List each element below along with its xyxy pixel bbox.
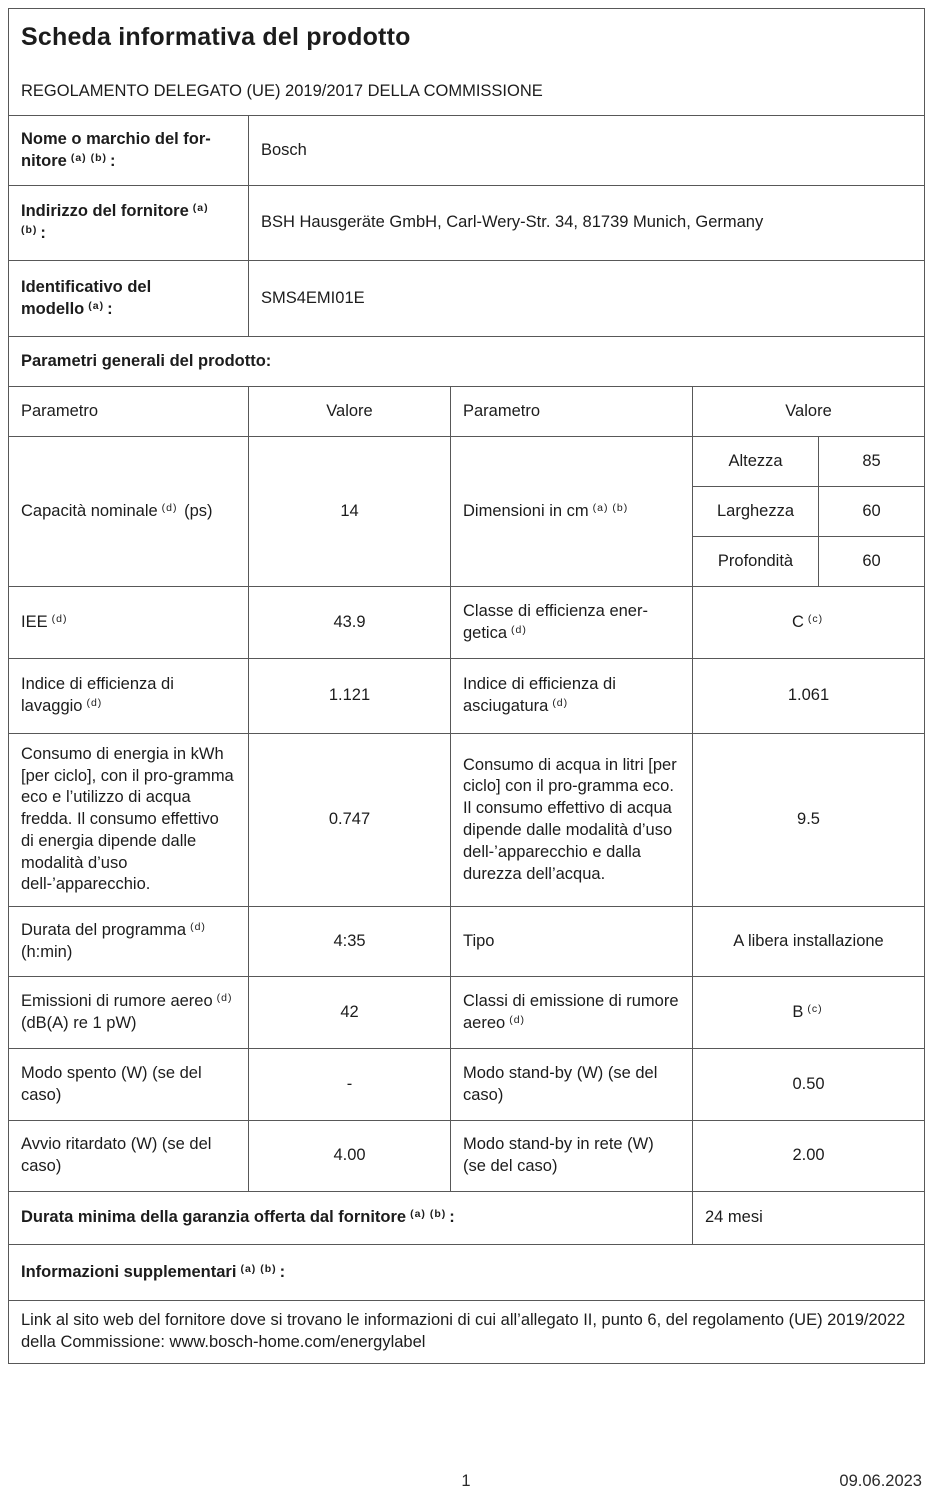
warranty-row <box>9 1192 925 1245</box>
label-colon: : <box>40 224 46 242</box>
footnote-marker: (a) <box>88 299 105 312</box>
dimension-depth-label-cell <box>693 537 819 587</box>
off-mode-label-cell <box>9 1049 249 1121</box>
supplier-address-label: Indirizzo del fornitore <box>21 202 189 221</box>
header-param-left-cell <box>9 387 249 437</box>
off-mode-value: - <box>346 1074 353 1093</box>
consumption-row <box>9 734 925 907</box>
washing-index-label-cell <box>9 659 249 734</box>
delayed-start-label-cell <box>9 1121 249 1192</box>
page-number: 1 <box>461 1472 471 1490</box>
noise-label-after: (dB(A) re 1 pW) <box>21 1013 137 1032</box>
capacity-value-cell <box>249 437 451 587</box>
label-colon: : <box>279 1262 286 1281</box>
dimensions-label-cell <box>451 437 693 587</box>
dimension-height-label-cell <box>693 437 819 487</box>
dimensions-label: Dimensioni in cm <box>463 501 589 520</box>
type-value: A libera installazione <box>733 931 884 950</box>
footnote-marker: (a) (b) <box>410 1208 447 1221</box>
footnote-marker: (d) <box>216 991 233 1004</box>
duration-value: 4:35 <box>333 931 366 950</box>
title-row <box>9 9 925 116</box>
footer-date: 09.06.2023 <box>839 1472 922 1490</box>
dimension-height-value-cell <box>819 437 925 487</box>
duration-label: Durata del programma <box>21 920 187 939</box>
supplier-address-value: BSH Hausgeräte GmbH, Carl-Wery-Str. 34, 81739 Munich, Germany <box>261 213 764 232</box>
off-mode-label: Modo spento (W) (se del caso) <box>21 1063 202 1104</box>
capacity-dimensions-row <box>9 437 925 487</box>
product-info-table <box>8 8 925 1364</box>
model-id-row <box>9 261 925 337</box>
noise-value-cell <box>249 977 451 1049</box>
label-colon: : <box>449 1208 455 1227</box>
footnote-marker: (a) (b) <box>21 202 209 236</box>
regulation-subtitle: REGOLAMENTO DELEGATO (UE) 2019/2017 DELLA COMMISSIONE <box>21 82 543 101</box>
footnote-marker: (d) <box>552 697 569 709</box>
dimension-depth-value-cell <box>819 537 925 587</box>
duration-label-after: (h:min) <box>21 942 73 961</box>
footnote-marker: (a) (b) <box>592 501 629 514</box>
washing-index-label: Indice di efficienza di lavaggio <box>21 675 174 715</box>
off-standby-row <box>9 1049 925 1121</box>
footnote-marker: (d) <box>86 697 103 709</box>
type-value-cell <box>693 907 925 977</box>
supplier-address-label-cell <box>9 186 249 261</box>
delayed-start-value-cell <box>249 1121 451 1192</box>
standby-value: 0.50 <box>792 1074 825 1093</box>
energy-consumption-label-cell <box>9 734 249 907</box>
dimension-height-value: 85 <box>862 451 881 470</box>
footnote-marker: (c) <box>807 612 824 625</box>
iee-label: IEE <box>21 612 48 631</box>
drying-index-value-cell <box>693 659 925 734</box>
efficiency-index-row <box>9 659 925 734</box>
water-consumption-label: Consumo di acqua in litri [per ciclo] con il pro-gramma eco. Il consumo effettivo di acqua dipende dalle modalità d’uso dell-’apparecchio e dalla durezza dell’acqua. <box>463 755 677 883</box>
noise-class-label: Classi di emissione di rumore aereo <box>463 991 679 1032</box>
title-cell <box>9 9 925 116</box>
type-label: Tipo <box>463 931 495 950</box>
dimension-width-label: Larghezza <box>716 501 795 520</box>
section-title-row <box>9 337 925 387</box>
iee-value-cell <box>249 587 451 659</box>
footnote-marker: (d) <box>511 623 527 636</box>
header-param-left: Parametro <box>21 401 99 420</box>
link-note-cell <box>9 1301 925 1364</box>
table-header-row <box>9 387 925 437</box>
page-footer <box>8 1472 924 1496</box>
delayed-start-value: 4.00 <box>333 1146 366 1165</box>
header-value-right: Valore <box>785 401 832 420</box>
footnote-marker: (d) <box>190 920 206 933</box>
capacity-value: 14 <box>340 501 359 520</box>
label-colon: : <box>110 151 116 170</box>
noise-row <box>9 977 925 1049</box>
drying-index-label: Indice di efficienza di asciugatura <box>463 675 616 715</box>
supplier-name-row <box>9 116 925 186</box>
off-mode-value-cell <box>249 1049 451 1121</box>
link-note-text: Link al sito web del fornitore dove si trovano le informazioni di cui all’allegato II, punto 6, del regolamento (UE) 2019/2022 della Commissione: www.bosch-home.com/energylabel <box>21 1311 906 1351</box>
warranty-label: Durata minima della garanzia offerta dal fornitore <box>21 1208 407 1227</box>
water-consumption-value: 9.5 <box>797 810 820 829</box>
capacity-label: Capacità nominale <box>21 501 158 520</box>
model-id-value-cell <box>249 261 925 337</box>
supplementary-label: Informazioni supplementari <box>21 1262 237 1281</box>
footnote-marker: (c) <box>807 1002 823 1015</box>
capacity-label-cell <box>9 437 249 587</box>
footnote-marker: (d) <box>51 612 68 625</box>
duration-type-row <box>9 907 925 977</box>
drying-index-value: 1.061 <box>787 686 830 705</box>
washing-index-value: 1.121 <box>328 686 371 705</box>
header-param-right: Parametro <box>463 401 541 420</box>
iee-energy-class-row <box>9 587 925 659</box>
energy-class-label-cell <box>451 587 693 659</box>
supplementary-label-cell <box>9 1245 925 1301</box>
type-label-cell <box>451 907 693 977</box>
capacity-label-after: (ps) <box>179 501 213 520</box>
section-title: Parametri generali del prodotto: <box>21 351 272 370</box>
label-colon: : <box>107 299 113 318</box>
dimension-width-value: 60 <box>862 501 881 520</box>
water-consumption-label-cell <box>451 734 693 907</box>
noise-label-cell <box>9 977 249 1049</box>
energy-consumption-label: Consumo di energia in kWh [per ciclo], con il pro-gramma eco e l’utilizzo di acqua fredda. Il consumo effettivo di energia dipende dalle modalità d’uso dell-’apparecchio. <box>21 744 234 894</box>
supplementary-row <box>9 1245 925 1301</box>
footnote-marker: (d) <box>161 501 178 514</box>
noise-class-label-cell <box>451 977 693 1049</box>
warranty-value: 24 mesi <box>705 1208 763 1227</box>
supplier-name-label-cell <box>9 116 249 186</box>
noise-class-value: B <box>792 1002 804 1021</box>
model-id-value: SMS4EMI01E <box>261 288 365 307</box>
page-title: Scheda informativa del prodotto <box>21 23 411 52</box>
networked-standby-value-cell <box>693 1121 925 1192</box>
footnote-marker: (d) <box>509 1013 526 1026</box>
link-note-row <box>9 1301 925 1364</box>
warranty-label-cell <box>9 1192 693 1245</box>
section-title-cell <box>9 337 925 387</box>
supplier-address-value-cell <box>249 186 925 261</box>
drying-index-label-cell <box>451 659 693 734</box>
water-consumption-value-cell <box>693 734 925 907</box>
header-value-left-cell <box>249 387 451 437</box>
standby-label: Modo stand-by (W) (se del caso) <box>463 1063 658 1104</box>
energy-class-label: Classe di efficienza ener-getica <box>463 601 648 642</box>
noise-value: 42 <box>340 1002 359 1021</box>
energy-consumption-value: 0.747 <box>328 810 371 829</box>
delay-networked-row <box>9 1121 925 1192</box>
dimension-height-label: Altezza <box>728 451 783 470</box>
header-value-right-cell <box>693 387 925 437</box>
supplier-name-value-cell <box>249 116 925 186</box>
warranty-value-cell <box>693 1192 925 1245</box>
footnote-marker: (a) (b) <box>240 1262 277 1275</box>
networked-standby-value: 2.00 <box>792 1146 825 1165</box>
dimension-width-label-cell <box>693 487 819 537</box>
iee-value: 43.9 <box>333 612 366 631</box>
supplier-name-value: Bosch <box>261 140 307 159</box>
washing-index-value-cell <box>249 659 451 734</box>
footnote-marker: (a) (b) <box>70 151 108 164</box>
iee-label-cell <box>9 587 249 659</box>
delayed-start-label: Avvio ritardato (W) (se del caso) <box>21 1135 212 1175</box>
dimension-depth-label: Profondità <box>717 551 794 570</box>
duration-label-cell <box>9 907 249 977</box>
energy-consumption-value-cell <box>249 734 451 907</box>
model-id-label: Identificativo del modello <box>21 277 152 318</box>
dimension-depth-value: 60 <box>862 551 881 570</box>
standby-label-cell <box>451 1049 693 1121</box>
duration-value-cell <box>249 907 451 977</box>
energy-class-value: C <box>791 612 804 631</box>
supplier-name-label: Nome o marchio del for-nitore <box>21 129 211 170</box>
networked-standby-label-cell <box>451 1121 693 1192</box>
standby-value-cell <box>693 1049 925 1121</box>
energy-class-value-cell <box>693 587 925 659</box>
noise-label: Emissioni di rumore aereo <box>21 991 213 1010</box>
dimension-width-value-cell <box>819 487 925 537</box>
header-param-right-cell <box>451 387 693 437</box>
header-value-left: Valore <box>326 401 373 420</box>
product-information-sheet <box>8 8 924 1364</box>
noise-class-value-cell <box>693 977 925 1049</box>
supplier-address-row <box>9 186 925 261</box>
model-id-label-cell <box>9 261 249 337</box>
networked-standby-label: Modo stand-by in rete (W) (se del caso) <box>463 1135 654 1175</box>
